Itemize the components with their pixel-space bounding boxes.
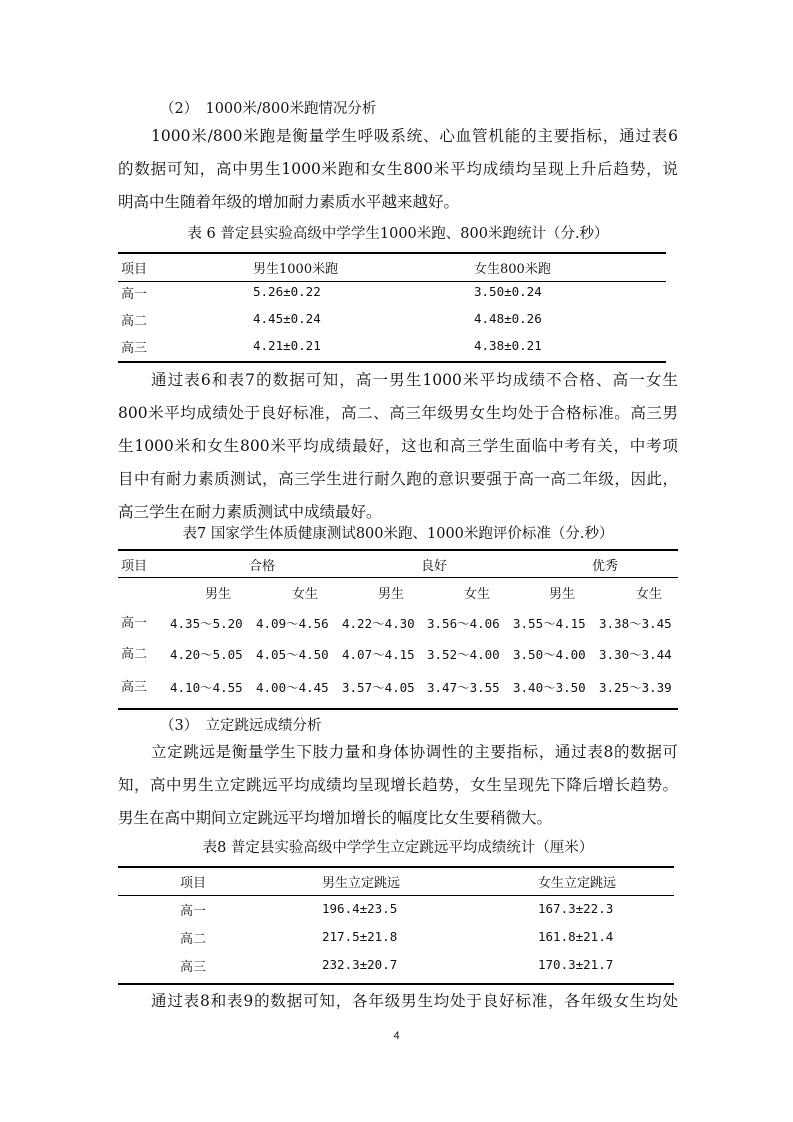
table6-cell: 4.45±0.24 xyxy=(253,311,321,326)
table6-header-boys: 男生1000米跑 xyxy=(253,262,339,277)
table7-row-label: 高三 xyxy=(121,680,148,695)
table6-cell: 4.38±0.21 xyxy=(474,338,542,353)
table7-cell: 3.57～4.05 xyxy=(342,680,415,695)
paragraph-2 xyxy=(118,364,678,529)
table6-top-rule xyxy=(118,252,666,254)
table7-cell: 3.30～3.44 xyxy=(599,647,672,662)
table7-sub-header: 男生 xyxy=(549,587,576,602)
table7-header-item: 项目 xyxy=(121,559,148,574)
table8-row-label: 高一 xyxy=(180,904,207,919)
table7-cell: 3.38～3.45 xyxy=(599,616,672,631)
table7-cell: 3.50～4.00 xyxy=(513,647,586,662)
section-heading-2: （2） 1000米/800米跑情况分析 xyxy=(160,101,377,117)
table7-row-label: 高一 xyxy=(121,616,148,631)
page-number: 4 xyxy=(393,1030,400,1042)
table7-cell: 4.35～5.20 xyxy=(170,616,243,631)
table7-cell: 4.09～4.56 xyxy=(256,616,329,631)
table7-group-pass: 合格 xyxy=(249,559,276,574)
table6-cell: 4.48±0.26 xyxy=(474,311,542,326)
table7-caption: 表7 国家学生体质健康测试800米跑、1000米跑评价标准（分.秒） xyxy=(182,526,614,542)
table7-group-rule xyxy=(118,577,678,578)
paragraph-line: 目中有耐力素质测试，高三学生进行耐久跑的意识要强于高一高二年级，因此， xyxy=(118,470,678,488)
table7-cell: 4.00～4.45 xyxy=(256,680,329,695)
paragraph-line: 男生在高中期间立定跳远平均增加增长的幅度比女生要稍微大。 xyxy=(118,809,553,827)
paragraph-3 xyxy=(118,736,678,835)
paragraph-line: 的数据可知，高中男生1000米跑和女生800米平均成绩均呈现上升后趋势，说 xyxy=(118,160,678,178)
table7-sub-header: 女生 xyxy=(292,587,319,602)
paragraph-line: 生1000米和女生800米平均成绩最好，这也和高三学生面临中考有关，中考项 xyxy=(118,437,678,455)
table6-row-label: 高二 xyxy=(121,314,148,329)
table8-cell: 217.5±21.8 xyxy=(322,929,398,944)
table7-cell: 4.22～4.30 xyxy=(342,616,415,631)
paragraph-1 xyxy=(118,120,678,219)
table7-cell: 3.25～3.39 xyxy=(599,680,672,695)
paragraph-line: 通过表6和表7的数据可知，高一男生1000米平均成绩不合格、高一女生 xyxy=(151,371,678,389)
table7-bottom-rule xyxy=(118,708,678,710)
table7-sub-header: 男生 xyxy=(205,587,232,602)
table7-cell: 3.40～3.50 xyxy=(513,680,586,695)
table8-top-rule xyxy=(118,866,674,868)
table7-cell: 4.07～4.15 xyxy=(342,647,415,662)
table8-cell: 167.3±22.3 xyxy=(538,901,614,916)
table6-cell: 5.26±0.22 xyxy=(253,284,321,299)
table7-sub-header: 女生 xyxy=(636,587,663,602)
table7-cell: 3.47～3.55 xyxy=(427,680,500,695)
table6-header-girls: 女生800米跑 xyxy=(474,262,551,277)
table7-row-label: 高二 xyxy=(121,647,148,662)
table8-cell: 161.8±21.4 xyxy=(538,929,614,944)
table8-header-girls: 女生立定跳远 xyxy=(538,876,617,891)
table7-cell: 4.20～5.05 xyxy=(170,647,243,662)
table8-caption: 表8 普定县实验高级中学学生立定跳远平均成绩统计（厘米） xyxy=(202,840,594,856)
paragraph-line: 知，高中男生立定跳远平均成绩均呈现增长趋势，女生呈现先下降后增长趋势。 xyxy=(118,776,678,794)
table8-header-item: 项目 xyxy=(180,876,207,891)
table7-cell: 3.52～4.00 xyxy=(427,647,500,662)
table7-sub-header: 女生 xyxy=(464,587,491,602)
table6-caption: 表 6 普定县实验高级中学学生1000米跑、800米跑统计（分.秒） xyxy=(187,226,609,242)
table8-cell: 196.4±23.5 xyxy=(322,901,398,916)
table7-top-rule xyxy=(118,549,678,551)
paragraph-line: 800米平均成绩处于良好标准，高二、高三年级男女生均处于合格标准。高三男 xyxy=(118,404,678,422)
table7-group-good: 良好 xyxy=(421,559,448,574)
paragraph-line: 通过表8和表9的数据可知，各年级男生均处于良好标准，各年级女生均处 xyxy=(151,992,678,1010)
paragraph-line: 立定跳远是衡量学生下肢力量和身体协调性的主要指标，通过表8的数据可 xyxy=(151,743,678,761)
table8-cell: 232.3±20.7 xyxy=(322,957,398,972)
table7-cell: 4.05～4.50 xyxy=(256,647,329,662)
table6-header-rule xyxy=(118,281,666,282)
table6-header-item: 项目 xyxy=(121,262,148,277)
paragraph-line: 明高中生随着年级的增加耐力素质水平越来越好。 xyxy=(118,193,460,211)
paragraph-4 xyxy=(118,985,678,1018)
table7-cell: 3.55～4.15 xyxy=(513,616,586,631)
section-heading-3: （3） 立定跳远成绩分析 xyxy=(160,718,322,734)
table8-row-label: 高三 xyxy=(180,960,207,975)
table8-row-label: 高二 xyxy=(180,932,207,947)
table7-cell: 3.56～4.06 xyxy=(427,616,500,631)
paragraph-line: 1000米/800米跑是衡量学生呼吸系统、心血管机能的主要指标，通过表6 xyxy=(151,127,678,145)
table6-cell: 3.50±0.24 xyxy=(474,284,542,299)
table7-group-excellent: 优秀 xyxy=(592,559,619,574)
table8-header-rule xyxy=(118,895,674,896)
table6-row-label: 高一 xyxy=(121,287,148,302)
table7-sub-header: 男生 xyxy=(378,587,405,602)
table8-cell: 170.3±21.7 xyxy=(538,957,614,972)
table8-header-boys: 男生立定跳远 xyxy=(322,876,401,891)
table7-cell: 4.10～4.55 xyxy=(170,680,243,695)
table6-cell: 4.21±0.21 xyxy=(253,338,321,353)
table6-bottom-rule xyxy=(118,361,666,363)
table6-row-label: 高三 xyxy=(121,341,148,356)
paragraph-line: 高三学生在耐力素质测试中成绩最好。 xyxy=(118,503,382,521)
